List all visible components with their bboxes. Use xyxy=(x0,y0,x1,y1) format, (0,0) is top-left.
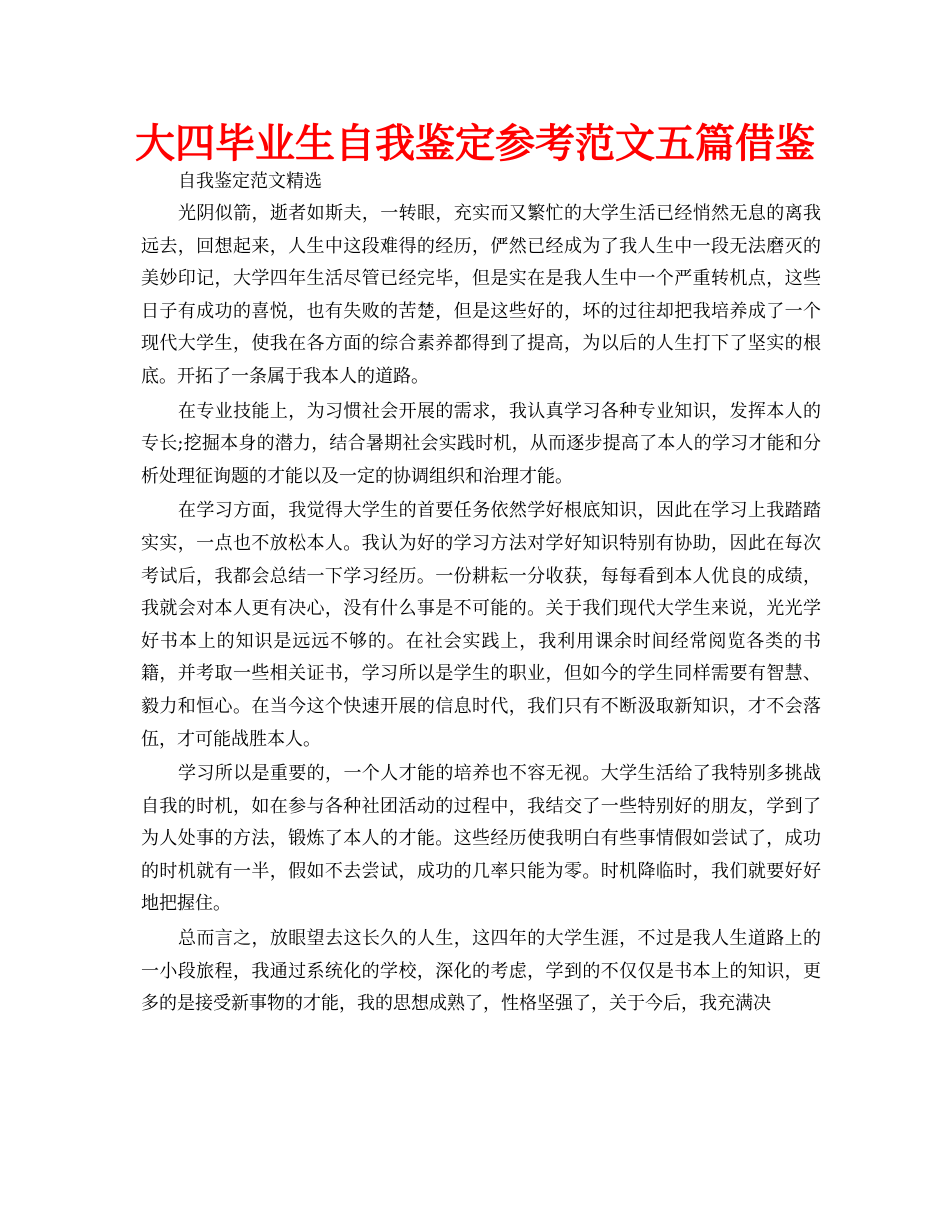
document-title: 大四毕业生自我鉴定参考范文五篇借鉴 xyxy=(135,121,815,167)
paragraph: 总而言之，放眼望去这长久的人生，这四年的大学生涯，不过是我人生道路上的一小段旅程，我通过系统化的学校，深化的考虑，学到的不仅仅是书本上的知识，更多的是接受新事物的才能，我的思想成熟了，性格坚强了，关于今后，我充满决 xyxy=(141,928,821,1015)
paragraph: 在学习方面，我觉得大学生的首要任务依然学好根底知识，因此在学习上我踏踏实实，一点也不放松本人。我认为好的学习方法对学好知识特别有协助，因此在每次考试后，我都会总结一下学习经历。一份耕耘一分收获，每每看到本人优良的成绩，我就会对本人更有决心，没有什么事是不可能的。关于我们现代大学生来说，光光学好书本上的知识是远远不够的。在社会实践上，我利用课余时间经常阅览各类的书籍，并考取一些相关证书，学习所以是学生的职业，但如今的学生同样需要有智慧、毅力和恒心。在当今这个快速开展的信息时代，我们只有不断汲取新知识，才不会落伍，才可能战胜本人。 xyxy=(141,500,821,750)
document-subtitle: 自我鉴定范文精选 xyxy=(178,171,322,192)
paragraph: 在专业技能上，为习惯社会开展的需求，我认真学习各种专业知识，发挥本人的专长;挖掘本身的潜力，结合暑期社会实践时机，从而逐步提高了本人的学习才能和分析处理征询题的才能以及一定的协调组织和治理才能。 xyxy=(141,400,821,487)
paragraph: 光阴似箭，逝者如斯夫，一转眼，充实而又繁忙的大学生活已经悄然无息的离我远去，回想起来，人生中这段难得的经历，俨然已经成为了我人生中一段无法磨灭的美妙印记，大学四年生活尽管已经完毕，但是实在是我人生中一个严重转机点，这些日子有成功的喜悦，也有失败的苦楚，但是这些好的，坏的过往却把我培养成了一个现代大学生，使我在各方面的综合素养都得到了提高，为以后的人生打下了坚实的根底。开拓了一条属于我本人的道路。 xyxy=(141,203,821,387)
document-body xyxy=(141,198,821,1023)
paragraph: 学习所以是重要的，一个人才能的培养也不容无视。大学生活给了我特别多挑战自我的时机，如在参与各种社团活动的过程中，我结交了一些特别好的朋友，学到了为人处事的方法，锻炼了本人的才能。这些经历使我明白有些事情假如尝试了，成功的时机就有一半，假如不去尝试，成功的几率只能为零。时机降临时，我们就要好好地把握住。 xyxy=(141,763,821,915)
